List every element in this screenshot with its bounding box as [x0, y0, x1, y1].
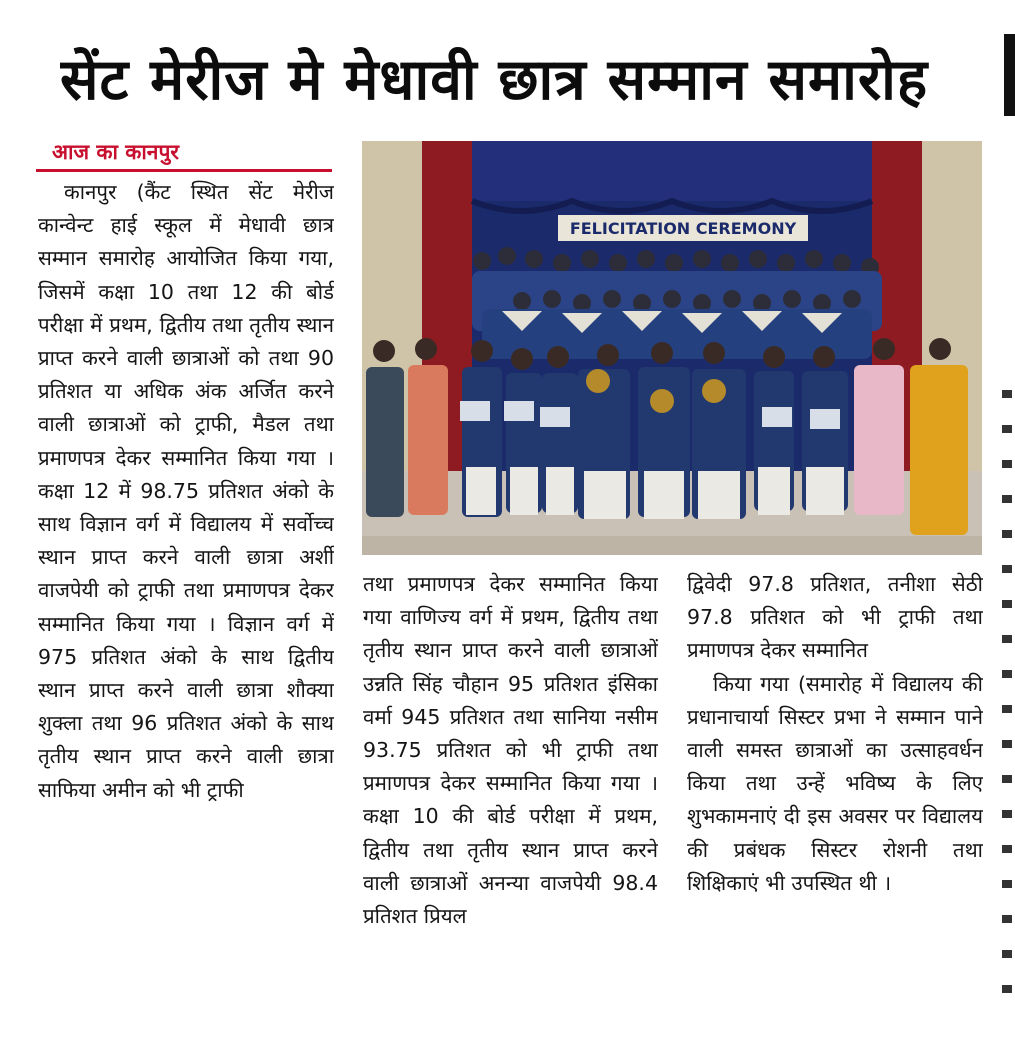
byline: आज का कानपुर	[52, 140, 179, 164]
adjacent-article-edge	[1000, 390, 1015, 1040]
article-column-2: तथा प्रमाणपत्र देकर सम्मानित किया गया वाणिज्य वर्ग में प्रथम, द्वितीय तथा तृतीय स्थान प्राप्त करने वाली छात्राओं उन्नति सिंह चौहान 95 प्रतिशत इंसिका वर्मा 945 प्रतिशत तथा सानिया नसीम 93.75 प्रतिशत को भी ट्राफी तथा प्रमाणपत्र देकर सम्मानित किया गया । कक्षा 10 की बोर्ड परीक्षा में प्रथम, द्वितीय तथा तृतीय स्थान प्राप्त करने वाली छात्राओं अनन्या वाजपेयी 98.4 प्रतिशत प्रियल	[363, 572, 658, 929]
article-column-3-paragraph-2: किया गया (समारोह में विद्यालय की प्रधानाचार्या सिस्टर प्रभा ने सम्मान पाने वाली समस्त छात्राओं का उत्साहवर्धन किया तथा उन्हें भविष्य के लिए शुभकामनाएं दी इस अवसर पर विद्यालय की प्रबंधक सिस्टर रोशनी तथा शिक्षिकाएं भी उपस्थित थी ।	[687, 671, 983, 895]
article-column-1: कानपुर (कैंट स्थित सेंट मेरीज कान्वेन्ट हाई स्कूल में मेधावी छात्र सम्मान समारोह आयोजित किया गया, जिसमें कक्षा 10 तथा 12 की बोर्ड परीक्षा में प्रथम, द्वितीय तथा तृतीय स्थान प्राप्त करने वाली छात्राओं को तथा 90 प्रतिशत या अधिक अंक अर्जित करने वाली छात्राओं को ट्राफी, मैडल तथा प्रमाणपत्र देकर सम्मानित किया गया । कक्षा 12 में 98.75 प्रतिशत अंको के साथ विज्ञान वर्ग में विद्यालय में सर्वोच्च स्थान प्राप्त करने वाली छात्रा अर्शी वाजपेयी को ट्राफी तथा प्रमाणपत्र देकर सम्मानित किया गया । विज्ञान वर्ग में 975 प्रतिशत अंको के साथ द्वितीय स्थान प्राप्त करने वाली छात्रा शौक्या शुक्ला तथा 96 प्रतिशत अंको के साथ तृतीय स्थान प्राप्त करने वाली छात्रा साफिया अमीन को भी ट्राफी	[38, 180, 334, 802]
headline: सेंट मेरीज मे मेधावी छात्र सम्मान समारोह	[60, 47, 929, 113]
photo-banner-text: FELICITATION CEREMONY	[569, 219, 797, 238]
article-column-3-paragraph-1: द्विवेदी 97.8 प्रतिशत, तनीशा सेठी 97.8 प्रतिशत को भी ट्राफी तथा प्रमाणपत्र देकर सम्मानित	[687, 572, 983, 663]
adjacent-column-edge	[1004, 34, 1015, 116]
byline-underline	[36, 169, 332, 172]
ceremony-photo	[362, 141, 982, 555]
article-column-3	[687, 568, 983, 1036]
ceremony-photo-graphic	[362, 141, 982, 555]
